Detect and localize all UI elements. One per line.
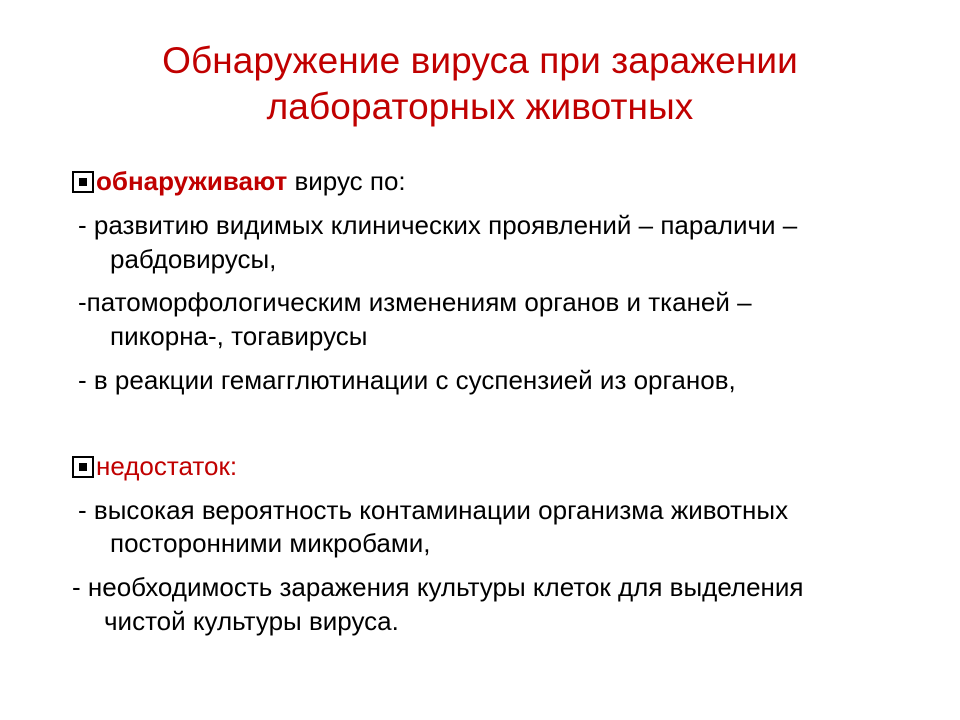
list-item xyxy=(72,364,926,398)
bullet-heading-1-text xyxy=(96,165,406,199)
list-item-continuation: посторонними микробами, xyxy=(110,528,431,559)
bullet-heading-1 xyxy=(72,165,926,199)
square-bullet-icon xyxy=(72,171,94,193)
list-item-continuation: рабдовирусы, xyxy=(110,243,277,274)
list-item-first-line: - в реакции гемагглютинации с суспензией из органов, xyxy=(78,364,736,395)
content-section-1 xyxy=(72,165,926,398)
list-item xyxy=(72,494,926,562)
list-item-first-line: - развитию видимых клинических проявлений – параличи – xyxy=(78,209,798,240)
bullet-heading-2-text xyxy=(96,450,237,484)
bullet-heading-1-accent: обнаруживают xyxy=(96,166,288,196)
page-title: Обнаружение вируса при заражении лабораторных животных xyxy=(162,40,798,127)
square-bullet-icon xyxy=(72,456,94,478)
list-item xyxy=(72,286,926,354)
bullet-heading-2 xyxy=(72,450,926,484)
list-item-first-line: - необходимость заражения культуры клеток для выделения xyxy=(72,572,804,603)
list-item-continuation: чистой культуры вируса. xyxy=(104,605,399,636)
list-item-continuation: пикорна-, тогавирусы xyxy=(110,321,368,352)
list-item-first-line: -патоморфологическим изменениям органов и тканей – xyxy=(78,287,752,318)
list-item xyxy=(72,209,926,277)
slide-body xyxy=(34,165,926,639)
bullet-heading-1-rest: вирус по: xyxy=(287,166,406,196)
section-spacer xyxy=(72,398,926,442)
bullet-heading-2-accent: недостаток: xyxy=(96,450,238,481)
list-item xyxy=(72,571,926,639)
list-item-first-line: - высокая вероятность контаминации организма животных xyxy=(78,494,789,525)
content-section-2 xyxy=(72,450,926,639)
